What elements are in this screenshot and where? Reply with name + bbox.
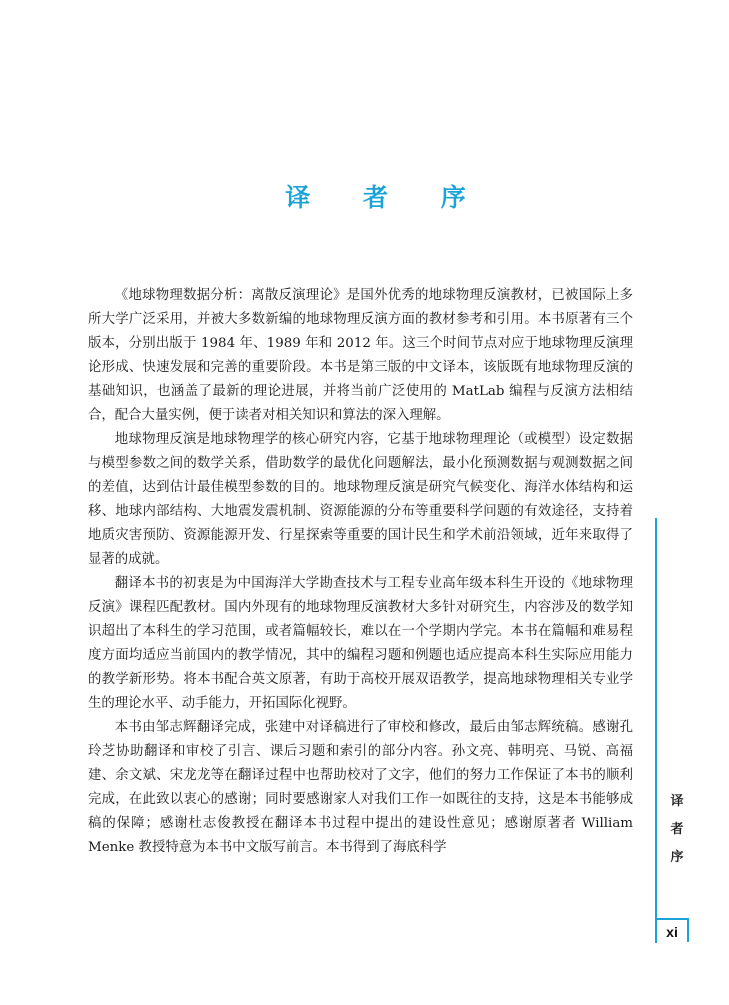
paragraph-1: 《地球物理数据分析：离散反演理论》是国外优秀的地球物理反演教材，已被国际上多所大学广泛采用，并被大多数新编的地球物理反演方面的教材参考和引用。本书原著有三个版本，分别出版于 1984 年、1989 年和 2012 年。这三个时间节点对应于地球物理反演理论形成、快速发展和完善的重要阶段。本书是第三版的中文译本，该版既有地球物理反演的基础知识，也涵盖了最新的理论进展，并将当前广泛使用的 MatLab 编程与反演方法相结合，配合大量实例，便于读者对相关知识和算法的深入理解。: [88, 288, 633, 423]
side-label-char-3: 序: [670, 850, 684, 865]
body-text: [88, 284, 633, 860]
paragraph-3: 翻译本书的初衷是为中国海洋大学勘查技术与工程专业高年级本科生开设的《地球物理反演》课程匹配教材。国内外现有的地球物理反演教材大多针对研究生，内容涉及的数学知识超出了本科生的学习范围，或者篇幅较长，难以在一个学期内学完。本书在篇幅和难易程度方面均适应当前国内的教学情况，其中的编程习题和例题也适应提高本科生实际应用能力的教学新形势。将本书配合英文原著，有助于高校开展双语教学，提高地球物理相关专业学生的理论水平、动手能力，开拓国际化视野。: [88, 576, 633, 711]
side-accent-bar: [655, 518, 657, 943]
page-title: 译 者 序: [285, 183, 488, 212]
paragraph-4: 本书由邹志辉翻译完成，张建中对译稿进行了审校和修改，最后由邹志辉统稿。感谢孔玲芝协助翻译和审校了引言、课后习题和索引的部分内容。孙文亮、韩明亮、马锐、高福建、余文斌、宋龙龙等在翻译过程中也帮助校对了文字，他们的努力工作保证了本书的顺利完成，在此致以衷心的感谢；同时要感谢家人对我们工作一如既往的支持，这是本书能够成稿的保障；感谢杜志俊教授在翻译本书过程中提出的建设性意见；感谢原著者 William Menke 教授特意为本书中文版写前言。本书得到了海底科学: [88, 720, 633, 855]
side-label-char-2: 者: [670, 822, 684, 837]
side-label-char-1: 译: [670, 794, 684, 809]
side-section-label: [667, 788, 687, 872]
page-number: xi: [657, 918, 689, 942]
paragraph-2: 地球物理反演是地球物理学的核心研究内容，它基于地球物理理论（或模型）设定数据与模型参数之间的数学关系，借助数学的最优化问题解法，最小化预测数据与观测数据之间的差值，达到估计最佳模型参数的目的。地球物理反演是研究气候变化、海洋水体结构和运移、地球内部结构、大地震发震机制、资源能源的分布等重要科学问题的有效途径，支持着地质灾害预防、资源能源开发、行星探索等重要的国计民生和学术前沿领域，近年来取得了显著的成就。: [88, 432, 633, 567]
